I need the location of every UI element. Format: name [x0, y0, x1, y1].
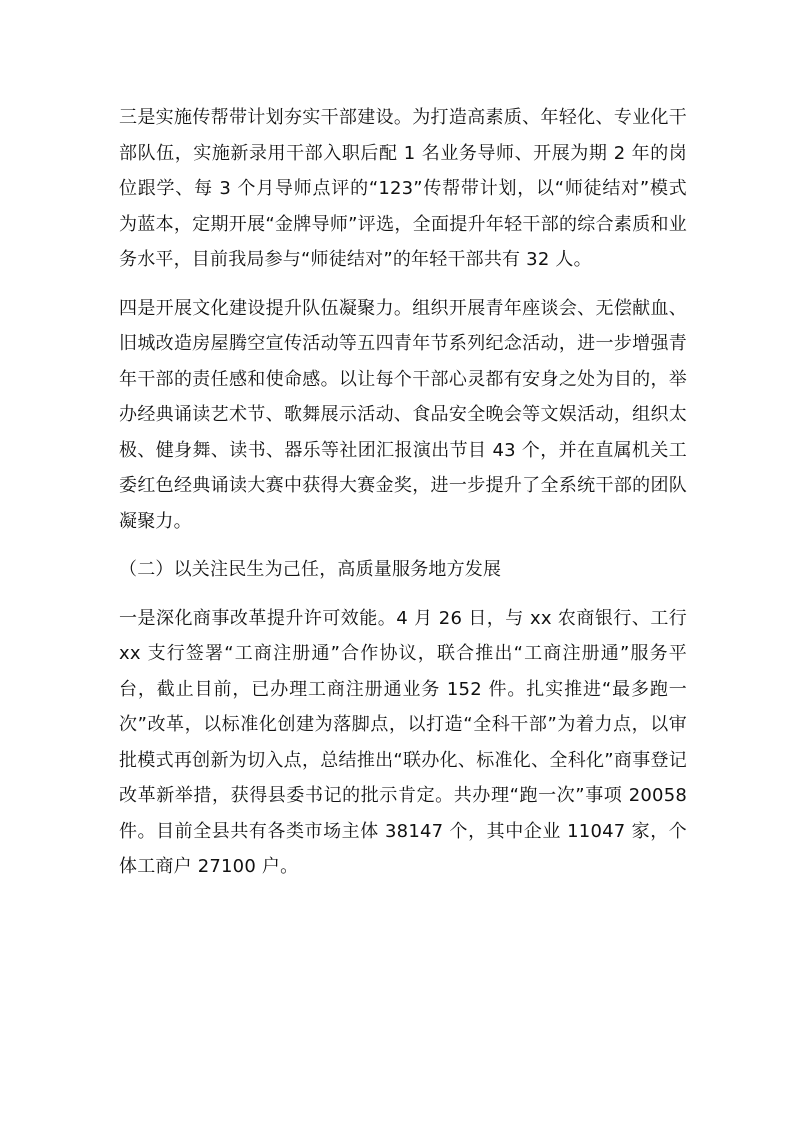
section-heading: （二）以关注民生为己任，高质量服务地方发展 — [119, 559, 502, 580]
paragraph-gap — [119, 539, 687, 552]
paragraph-cadre-mentoring: 三是实施传帮带计划夯实干部建设。为打造高素质、年轻化、专业化干部队伍，实施新录用干部入职后配 1 名业务导师、开展为期 2 年的岗位跟学、每 3 个月导师点评的“123”传帮带计划，以“师徒结对”模式为蓝本，定期开展“金牌导师”评选，全面提升年轻干部的综合素质和业务水平，目前我局参与“师徒结对”的年轻干部共有 32 人。 — [119, 107, 687, 270]
paragraph-business-reform: 一是深化商事改革提升许可效能。4 月 26 日，与 xx 农商银行、工行 xx 支行签署“工商注册通”合作协议，联合推出“工商注册通”服务平台，截止目前，已办理工商注册通业务 152 件。扎实推进“最多跑一次”改革，以标准化创建为落脚点，以打造“全科干部”为着力点，以审批模式再创新为切入点，总结推出“联办化、标准化、全科化”商事登记改革新举措，获得县委书记的批示肯定。共办理“跑一次”事项 20058 件。目前全县共有各类市场主体 38147 个，其中企业 11047 家，个体工商户 27100 户。 — [119, 607, 687, 877]
paragraph-gap — [119, 588, 687, 601]
paragraph-gap — [119, 278, 687, 291]
document-page — [119, 100, 687, 885]
paragraph-culture-building: 四是开展文化建设提升队伍凝聚力。组织开展青年座谈会、无偿献血、旧城改造房屋腾空宣传活动等五四青年节系列纪念活动，进一步增强青年干部的责任感和使命感。以让每个干部心灵都有安身之处为目的，举办经典诵读艺术节、歌舞展示活动、食品安全晚会等文娱活动，组织太极、健身舞、读书、器乐等社团汇报演出节目 43 个，并在直属机关工委红色经典诵读大赛中获得大赛金奖，进一步提升了全系统干部的团队凝聚力。 — [119, 297, 687, 532]
